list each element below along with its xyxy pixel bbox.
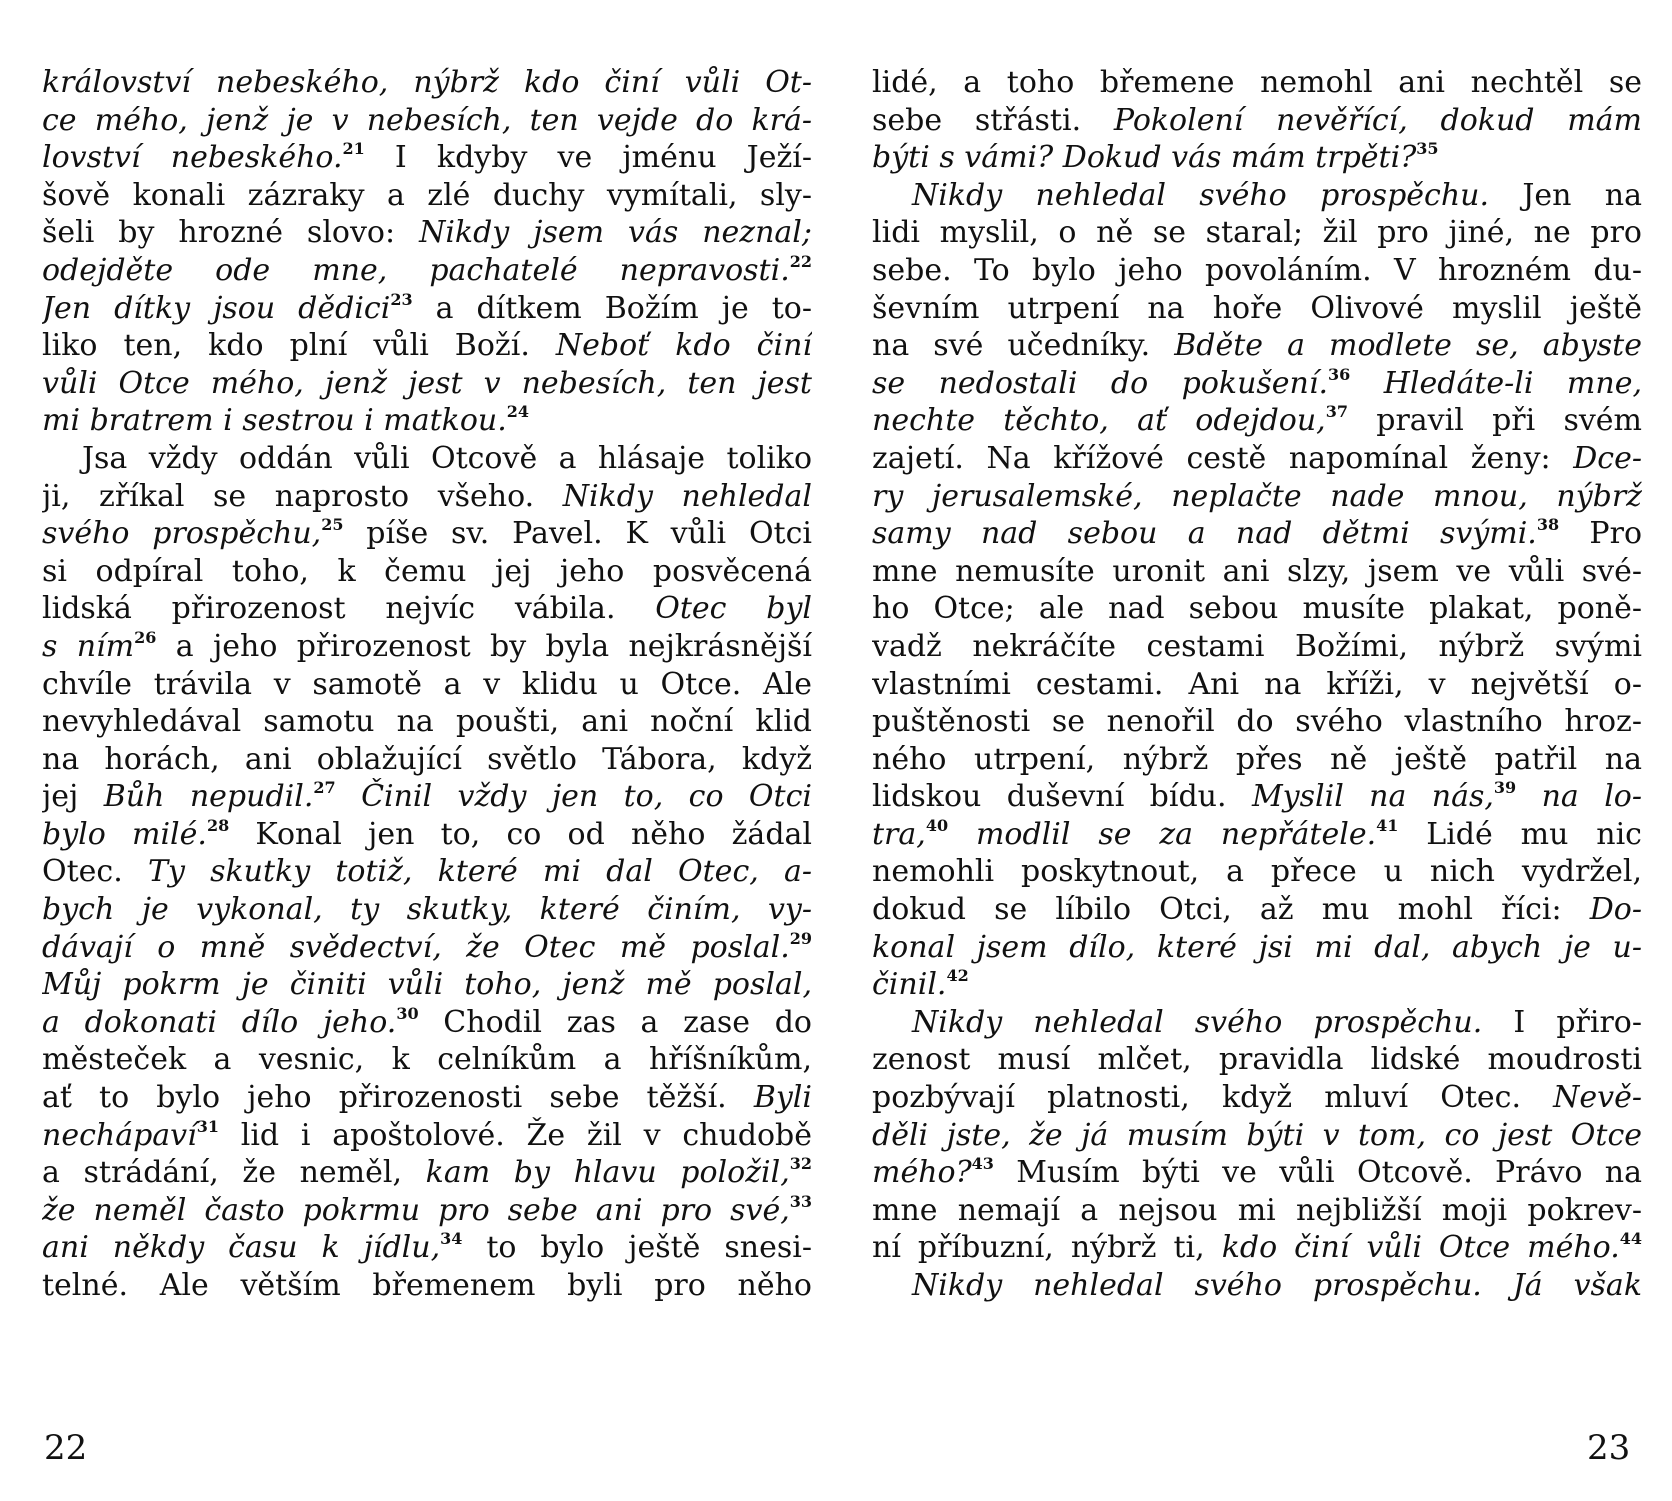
footnote-reference: 31 [196, 1116, 219, 1136]
body-text: jej [42, 779, 104, 815]
body-text: lidé, a toho břemene nemohl ani nechtěl se [872, 65, 1642, 100]
quotation-text: Nevě- [1553, 1080, 1642, 1116]
body-text: na své učedníky. [872, 328, 1175, 364]
quotation-text: Jen dítky jsou dědici [42, 290, 391, 326]
quotation-text: Do- [1589, 892, 1642, 928]
quotation-text: Hledáte-li mne, [1383, 365, 1642, 401]
text-line [42, 290, 812, 328]
left-page-text [42, 64, 812, 1305]
quotation-text: Bůh nepudil. [103, 779, 314, 815]
quotation-text: království nebeského, nýbrž kdo činí vůli Ot- [42, 65, 812, 100]
text-line [42, 1154, 812, 1192]
footnote-reference: 29 [789, 928, 812, 948]
body-text: městeček a vesnic, k celníkům a hříšníkům, [42, 1042, 812, 1078]
text-line [872, 1004, 1642, 1042]
body-text: vadž nekráčíte cestami Božími, nýbrž svými [872, 628, 1642, 664]
text-line [872, 966, 1642, 1004]
text-line [42, 327, 812, 365]
text-line [872, 440, 1642, 478]
quotation-text: nechápaví [42, 1117, 197, 1153]
footnote-reference: 34 [440, 1229, 463, 1249]
text-line [42, 1004, 812, 1042]
quotation-text: nechte těchto, ať odejdou, [872, 403, 1326, 439]
body-text: chvíle trávila v samotě a v klidu u Otce. Ale [42, 666, 812, 702]
quotation-text: Myslil na nás, [1251, 779, 1494, 815]
text-line [42, 816, 812, 854]
footnote-reference: 27 [313, 778, 336, 798]
body-text: zajetí. Na křížové cestě napomínal ženy: [872, 440, 1574, 476]
text-line [42, 590, 812, 628]
body-text: Chodil zas a zase do [418, 1004, 812, 1040]
footnote-reference: 24 [506, 402, 530, 422]
body-text: a strádání, že neměl, [42, 1155, 426, 1191]
quotation-text: Byli [753, 1080, 812, 1116]
text-line [872, 628, 1642, 666]
text-line [42, 929, 812, 967]
body-text: lidi myslil, o ně se staral; žil pro jiné, ne pro [872, 215, 1642, 251]
quotation-text: odejděte ode mne, pachatelé nepravosti. [42, 252, 790, 288]
text-line [872, 891, 1642, 929]
text-line [42, 214, 812, 252]
body-text: ji, zříkal se naprosto všeho. [42, 478, 563, 514]
quotation-text: kam by hlavu položil, [425, 1155, 790, 1191]
body-text: lidskou duševní bídu. [872, 779, 1252, 815]
text-line [872, 816, 1642, 854]
body-text [336, 779, 361, 814]
footnote-reference: 40 [925, 815, 949, 835]
body-text: na horách, ani oblažující světlo Tábora, když [42, 741, 812, 777]
left-page-number: 22 [44, 1428, 88, 1468]
body-text [1516, 779, 1541, 814]
body-text: ného utrpení, nýbrž přes ně ještě patřil na [872, 741, 1642, 777]
quotation-text: a dokonati dílo jeho. [42, 1004, 397, 1040]
footnote-reference: 36 [1328, 364, 1351, 384]
text-line [42, 1041, 812, 1079]
quotation-text: tra, [872, 816, 926, 852]
footnote-reference: 39 [1493, 778, 1517, 798]
quotation-text: ce mého, jenž je v nebesích, ten vejde do krá- [42, 102, 812, 138]
body-text: píše sv. Pavel. K vůli Otci [343, 516, 812, 552]
text-line [42, 402, 812, 440]
quotation-text: bych je vykonal, ty skutky, které činím, vy- [42, 892, 812, 928]
footnote-reference: 33 [789, 1191, 812, 1211]
text-line [872, 1154, 1642, 1192]
body-text: telné. Ale větším břemenem byli pro něho [42, 1268, 812, 1303]
body-text: nemohli poskytnout, a přece u nich vydržel, [872, 854, 1642, 890]
footnote-reference: 26 [134, 627, 157, 647]
text-line [872, 365, 1642, 403]
footnote-reference: 22 [789, 251, 812, 271]
text-line [872, 327, 1642, 365]
body-text: šově konali zázraky a zlé duchy vymítali, sly- [42, 177, 812, 213]
text-line [42, 666, 812, 704]
quotation-text: se nedostali do pokušení. [872, 365, 1329, 401]
quotation-text: Bděte a modlete se, abyste [1174, 328, 1642, 364]
quotation-text: ry jerusalemské, neplačte nade mnou, nýbrž [872, 478, 1642, 514]
footnote-reference: 37 [1325, 402, 1348, 422]
body-text: mne nemají a nejsou mi nejbližší moji pokrev- [872, 1192, 1642, 1228]
body-text: lid i apoštolové. Že žil v chudobě [218, 1117, 812, 1153]
quotation-text: dávají o mně svědectví, že Otec mě poslal. [42, 929, 790, 965]
quotation-text: Nikdy jsem vás neznal; [419, 215, 812, 251]
quotation-text: vůli Otce mého, jenž jest v nebesích, ten jest [42, 365, 812, 401]
text-line [872, 1192, 1642, 1230]
footnote-reference: 44 [1619, 1229, 1642, 1249]
text-line [872, 590, 1642, 628]
text-line [42, 966, 812, 1004]
quotation-text: děli jste, že já musím býti v tom, co jest Otce [872, 1117, 1642, 1153]
footnote-reference: 25 [321, 515, 344, 535]
text-line [42, 177, 812, 215]
quotation-text: na lo- [1541, 779, 1642, 815]
body-text: Lidé mu nic [1398, 816, 1642, 852]
body-text: liko ten, kdo plní vůli Boží. [42, 328, 556, 364]
text-line [872, 102, 1642, 140]
text-line [42, 778, 812, 816]
footnote-reference: 43 [971, 1154, 994, 1174]
text-line [42, 1229, 812, 1267]
footnote-reference: 30 [396, 1003, 419, 1023]
text-line [42, 1267, 812, 1305]
text-line [42, 64, 812, 102]
body-text: pozbývají platnosti, když mluví Otec. [872, 1080, 1554, 1116]
body-text: dokud se líbilo Otci, až mu mohl říci: [872, 892, 1590, 928]
footnote-reference: 35 [1416, 139, 1439, 159]
text-line [42, 478, 812, 516]
quotation-text: kdo činí vůli Otce mého. [1221, 1230, 1620, 1266]
footnote-reference: 42 [946, 966, 969, 986]
body-text: Otec. [42, 854, 148, 890]
text-line [42, 891, 812, 929]
right-page-number: 23 [1587, 1428, 1631, 1468]
text-line [872, 515, 1642, 553]
body-text: nevyhledával samotu na poušti, ani noční klid [42, 704, 812, 740]
body-text: ní příbuzní, nýbrž ti, [872, 1230, 1222, 1266]
body-text: Musím býti ve vůli Otcově. Právo na [993, 1155, 1642, 1191]
quotation-text: bylo milé. [42, 816, 207, 852]
body-text: sebe. To bylo jeho povoláním. V hrozném du- [872, 252, 1642, 288]
body-text: puštěnosti se nenořil do svého vlastního hroz- [872, 704, 1642, 740]
quotation-text: ani někdy času k jídlu, [42, 1230, 441, 1266]
body-text: I přiro- [1482, 1004, 1642, 1040]
right-page [872, 64, 1642, 1305]
quotation-text: činil. [872, 967, 947, 1003]
body-text: si odpíral toho, k čemu jej jeho posvěcená [42, 553, 812, 589]
text-line [872, 402, 1642, 440]
quotation-text: Ty skutky totiž, které mi dal Otec, a- [147, 854, 812, 890]
quotation-text: mého? [872, 1155, 972, 1191]
text-line [42, 139, 812, 177]
body-text: Pro [1559, 516, 1642, 552]
text-line [42, 703, 812, 741]
body-text: sebe střásti. [872, 102, 1114, 138]
text-line [42, 553, 812, 591]
quotation-text: modlil se za nepřátele. [975, 816, 1377, 852]
quotation-text: konal jsem dílo, které jsi mi dal, abych je u- [872, 929, 1642, 965]
footnote-reference: 38 [1536, 515, 1560, 535]
quotation-text: s ním [42, 628, 135, 664]
text-line [42, 252, 812, 290]
body-text: Jen na [1489, 177, 1642, 213]
quotation-text: Dce- [1573, 440, 1642, 476]
body-text: lidská přirozenost nejvíc vábila. [42, 591, 656, 627]
text-line [872, 703, 1642, 741]
body-text [948, 817, 976, 852]
text-line [872, 1117, 1642, 1155]
body-text: zenost musí mlčet, pravidla lidské moudrosti [872, 1042, 1642, 1078]
body-text: ho Otce; ale nad sebou musíte plakat, poně- [872, 591, 1642, 627]
body-text: to bylo ještě snesi- [462, 1230, 812, 1266]
body-text: vlastními cestami. Ani na kříži, v největší o- [872, 666, 1642, 702]
left-page [42, 64, 812, 1305]
text-line [872, 290, 1642, 328]
text-line [42, 1079, 812, 1117]
text-line [42, 102, 812, 140]
footnote-reference: 28 [206, 815, 230, 835]
text-line [42, 365, 812, 403]
text-line [42, 628, 812, 666]
text-line [42, 1117, 812, 1155]
footnote-reference: 41 [1376, 815, 1399, 835]
quotation-text: že neměl často pokrmu pro sebe ani pro své, [42, 1192, 790, 1228]
quotation-text: Otec byl [655, 591, 812, 627]
text-line [42, 1192, 812, 1230]
text-line [42, 853, 812, 891]
quotation-text: Neboť kdo činí [555, 328, 812, 364]
footnote-reference: 32 [789, 1154, 812, 1174]
quotation-text: Nikdy nehledal svého prospěchu. Já však [912, 1268, 1642, 1303]
quotation-text: Nikdy nehledal svého prospěchu. [912, 177, 1490, 213]
quotation-text: svého prospěchu, [42, 516, 322, 552]
text-line [872, 1041, 1642, 1079]
body-text: pravil při svém [1348, 403, 1642, 439]
body-text: mne nemusíte uronit ani slzy, jsem ve vůli své- [872, 553, 1642, 589]
text-line [872, 214, 1642, 252]
text-line [872, 666, 1642, 704]
text-line [42, 515, 812, 553]
text-line [872, 853, 1642, 891]
footnote-reference: 21 [342, 139, 365, 159]
quotation-text: Pokolení nevěřící, dokud mám [1113, 102, 1642, 138]
text-line [872, 252, 1642, 290]
text-line [872, 177, 1642, 215]
body-text: a jeho přirozenost by byla nejkrásnější [156, 628, 812, 664]
body-text: ať to bylo jeho přirozenosti sebe těžší. [42, 1080, 754, 1116]
body-text: šeli by hrozné slovo: [42, 215, 420, 251]
quotation-text: Činil vždy jen to, co Otci [361, 779, 812, 815]
quotation-text: mi bratrem i sestrou i matkou. [42, 403, 507, 439]
body-text: a dítkem Božím je to- [412, 290, 812, 326]
quotation-text: býti s vámi? Dokud vás mám trpěti? [872, 140, 1417, 176]
footnote-reference: 23 [390, 289, 413, 309]
quotation-text: Můj pokrm je činiti vůli toho, jenž mě poslal, [42, 967, 812, 1003]
body-text: ševním utrpení na hoře Olivové myslil ještě [872, 290, 1642, 326]
body-text: I kdyby ve jménu Ježí- [364, 140, 812, 176]
right-page-text [872, 64, 1642, 1305]
body-text: Jsa vždy oddán vůli Otcově a hlásaje toliko [82, 440, 812, 476]
quotation-text: Nikdy nehledal [562, 478, 812, 514]
text-line [872, 929, 1642, 967]
text-line [872, 778, 1642, 816]
quotation-text: lovství nebeského. [42, 140, 343, 176]
text-line [872, 1267, 1642, 1305]
quotation-text: Nikdy nehledal svého prospěchu. [912, 1004, 1483, 1040]
text-line [42, 440, 812, 478]
text-line [872, 1079, 1642, 1117]
text-line [872, 478, 1642, 516]
body-text [1350, 366, 1383, 401]
body-text: Konal jen to, co od něho žádal [229, 816, 812, 852]
text-line [872, 139, 1642, 177]
text-line [42, 741, 812, 779]
text-line [872, 741, 1642, 779]
quotation-text: samy nad sebou a nad dětmi svými. [872, 516, 1537, 552]
text-line [872, 553, 1642, 591]
text-line [872, 64, 1642, 102]
text-line [872, 1229, 1642, 1267]
